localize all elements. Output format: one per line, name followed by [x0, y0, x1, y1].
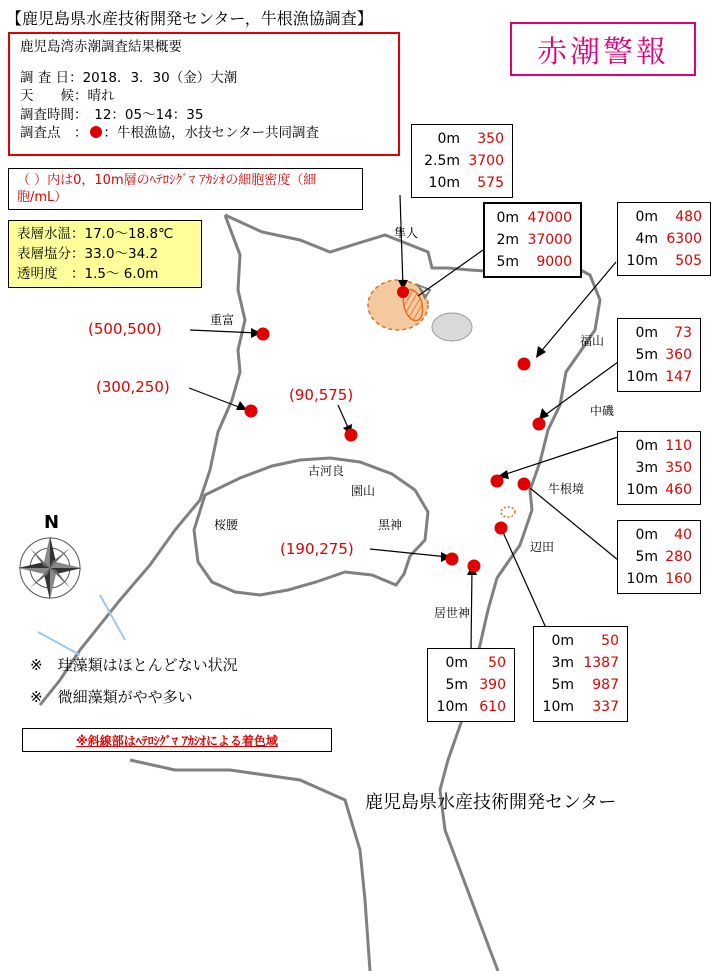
sample-point-nakaiso	[533, 418, 546, 431]
depth: 0m	[496, 210, 519, 226]
river	[100, 595, 125, 640]
cell-density: 337	[592, 699, 619, 715]
sample-point-kurokami	[446, 553, 459, 566]
bloom-area-small	[501, 507, 515, 517]
depth: 5m	[496, 254, 519, 270]
depth: 0m	[635, 438, 658, 454]
depth: 10m	[626, 482, 658, 498]
sample-point-shigetomi	[257, 328, 270, 341]
cell-density: 40	[674, 527, 692, 543]
survey-points	[20, 124, 388, 143]
place-fukuyama: 福山	[580, 334, 605, 348]
sample-point-ushinezakai	[518, 478, 531, 491]
sample-point-koseijin	[468, 560, 481, 573]
cell-density: 987	[592, 677, 619, 693]
depth: 10m	[626, 369, 658, 385]
depth: 10m	[626, 253, 658, 269]
depth-box-hayato-bloom	[483, 202, 582, 278]
surface-salinity: 表層塩分：33.0～34.2	[17, 246, 159, 262]
compass-north-label: N	[44, 512, 60, 533]
place-henda: 辺田	[530, 540, 555, 554]
cell-density: 3700	[468, 153, 504, 169]
cell-density: 350	[665, 460, 692, 476]
depth: 5m	[551, 677, 574, 693]
depth: 0m	[437, 131, 460, 147]
hatch-legend-note: ※斜線部はﾍﾃﾛｼｸﾞﾏ ｱｶｼｵによる着色域	[22, 728, 332, 752]
depth: 0m	[635, 527, 658, 543]
depth: 4m	[635, 231, 658, 247]
cell-density: 575	[477, 175, 504, 191]
depth: 5m	[445, 677, 468, 693]
place-kurokami: 黒神	[378, 518, 403, 532]
place-furukawara: 古河良	[308, 464, 345, 478]
survey-weather: 天 候：晴れ	[20, 88, 115, 104]
place-nakaiso: 中磯	[590, 404, 615, 418]
depth: 2m	[496, 232, 519, 248]
coastline-west	[40, 215, 245, 705]
bloom-area-gray	[432, 313, 472, 341]
place-shigetomi: 重富	[210, 313, 235, 327]
depth-box-fukuyama	[617, 318, 701, 392]
sample-point-west	[245, 405, 258, 418]
survey-time: 調査時間： 12：05～14：35	[20, 106, 204, 123]
cell-density: 505	[675, 253, 702, 269]
depth: 0m	[551, 633, 574, 649]
cell-density: 350	[477, 131, 504, 147]
depth-box-ushinezakai	[617, 520, 701, 594]
depth: 5m	[635, 347, 658, 363]
depth-box-koseijin	[427, 648, 515, 722]
density-note: （ ）内は0，10m層のﾍﾃﾛｼｸﾞﾏ ｱｶｼｵの細胞密度（細胞/mL）	[8, 168, 363, 210]
place-koseijin: 居世神	[434, 606, 471, 620]
cell-density: 6300	[666, 231, 702, 247]
survey-summary	[8, 32, 400, 156]
depth: 0m	[445, 655, 468, 671]
depth: 0m	[635, 325, 658, 341]
sample-point-center	[345, 429, 358, 442]
survey-points-suffix: ：牛根漁協，水技センター共同調査	[103, 125, 319, 141]
cell-density: 360	[665, 347, 692, 363]
transparency: 透明度 ：1.5～ 6.0m	[17, 266, 159, 282]
depth-box-hayato-north	[411, 124, 513, 198]
sample-point-hayato	[397, 286, 409, 298]
depth: 2.5m	[424, 153, 460, 169]
place-ushinezakai: 牛根境	[548, 482, 585, 496]
sample-point-henda	[495, 522, 508, 535]
cell-density: 480	[675, 209, 702, 225]
cell-density: 47000	[527, 210, 572, 226]
cell-density: 147	[665, 369, 692, 385]
cell-density: 610	[479, 699, 506, 715]
cell-density: 110	[665, 438, 692, 454]
remark-diatoms: ※ 珪藻類はほとんどない状況	[30, 656, 238, 674]
sample-point-fukuyama-offshore	[518, 358, 531, 371]
survey-points-prefix: 調査点 ：	[20, 125, 88, 141]
page-title: 【鹿児島県水産技術開発センター，牛根漁協調査】	[6, 9, 373, 28]
coastline-southwest	[130, 760, 370, 971]
cell-density: 1387	[583, 655, 619, 671]
remark-microalgae: ※ 微細藻類がやや多い	[30, 688, 193, 706]
depth-box-henda	[533, 626, 628, 722]
depth: 3m	[551, 655, 574, 671]
cell-density: 37000	[527, 232, 572, 248]
depth: 5m	[635, 549, 658, 565]
river-2	[38, 632, 80, 655]
depth: 10m	[542, 699, 574, 715]
survey-date: 調 査 日：2018．3．30（金）大潮	[20, 69, 238, 86]
place-kashiwabara: 桜腰	[214, 518, 239, 532]
depth: 10m	[626, 571, 658, 587]
coastline-mainland	[225, 215, 600, 971]
depth-box-northeast	[617, 202, 711, 276]
compass-rose	[18, 536, 82, 600]
point-label-center: (90,575)	[289, 386, 354, 404]
sample-point-ushinezakai-west	[491, 475, 504, 488]
cell-density: 73	[674, 325, 692, 341]
cell-density: 160	[665, 571, 692, 587]
cell-density: 460	[665, 482, 692, 498]
depth-box-nakaiso	[617, 431, 701, 505]
place-sonoyama: 園山	[351, 484, 376, 498]
cell-density: 9000	[536, 254, 572, 270]
red-dot-icon	[90, 126, 102, 138]
cell-density: 50	[601, 633, 619, 649]
depth: 0m	[635, 209, 658, 225]
depth: 10m	[436, 699, 468, 715]
cell-density: 280	[665, 549, 692, 565]
depth: 10m	[428, 175, 460, 191]
surface-temperature: 表層水温：17.0～18.8℃	[17, 226, 174, 242]
environment-box	[8, 220, 202, 288]
summary-heading: 鹿児島湾赤潮調査結果概要	[20, 39, 182, 55]
point-label-shigetomi: (500,500)	[88, 320, 162, 338]
depth: 3m	[635, 460, 658, 476]
footer-organization: 鹿児島県水産技術開発センター	[365, 792, 617, 813]
place-hayato: 隼人	[394, 226, 419, 240]
point-label-west: (300,250)	[96, 378, 170, 396]
cell-density: 50	[488, 655, 506, 671]
cell-density: 390	[479, 677, 506, 693]
red-tide-alert-badge: 赤潮警報	[510, 22, 696, 76]
point-label-kurokami: (190,275)	[280, 540, 354, 558]
